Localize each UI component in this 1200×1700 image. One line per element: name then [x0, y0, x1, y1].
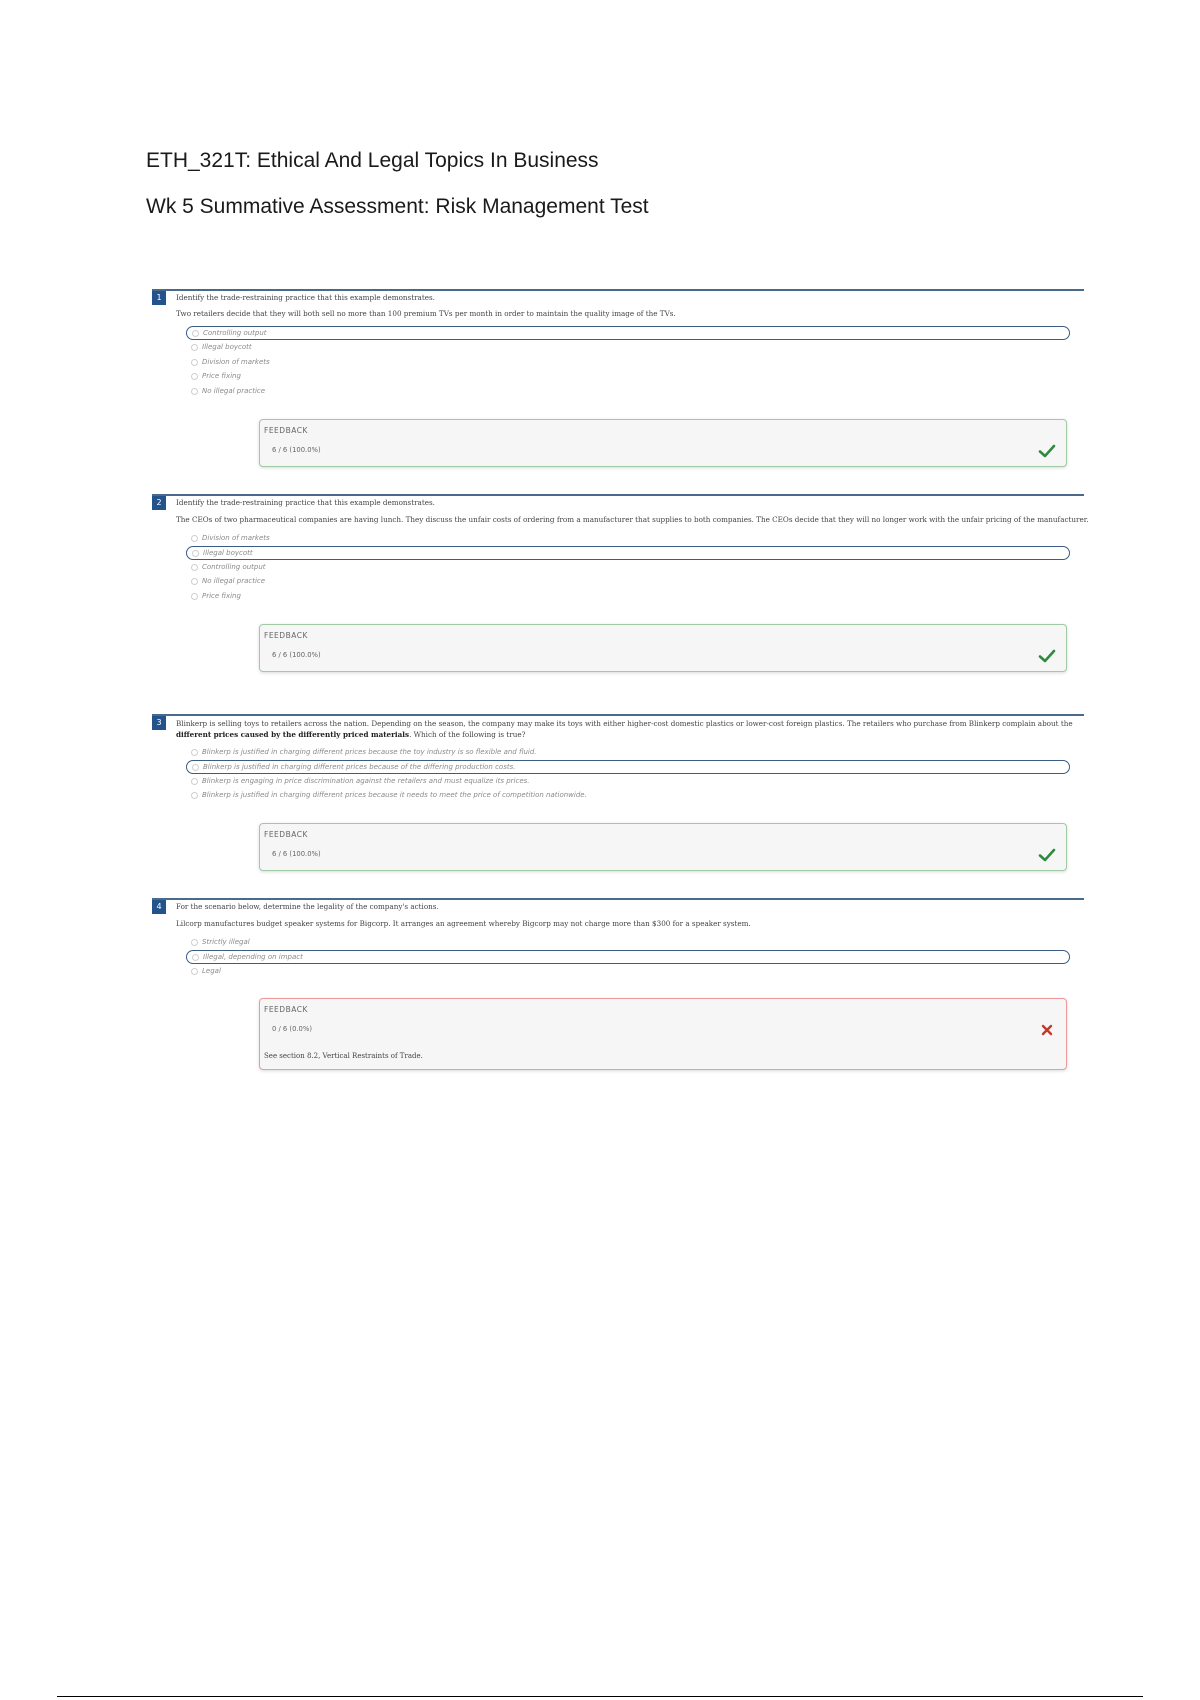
answer-option-label: Illegal, depending on impact [203, 952, 303, 961]
answer-option[interactable] [186, 964, 1070, 979]
radio-button-icon[interactable] [191, 593, 198, 600]
answer-option-label: Division of markets [202, 357, 270, 366]
feedback-panel [259, 823, 1067, 871]
answer-option[interactable] [186, 774, 1070, 789]
scenario-emphasis: different prices caused by the differently priced materials [176, 730, 410, 739]
radio-button-icon[interactable] [191, 535, 198, 542]
answer-option-label: Blinkerp is justified in charging different prices because of the differing production costs. [203, 762, 516, 771]
question-prompt: Identify the trade-restraining practice that this example demonstrates. [176, 293, 435, 302]
feedback-panel [259, 998, 1067, 1070]
question-scenario: Two retailers decide that they will both sell no more than 100 premium TVs per month in order to maintain the quality image of the TVs. [176, 309, 676, 318]
question-scenario: Lilcorp manufactures budget speaker systems for Bigcorp. It arranges an agreement whereby Bigcorp may not charge more than $300 for a speaker system. [176, 919, 751, 928]
feedback-label: FEEDBACK [264, 1005, 308, 1014]
radio-button-icon[interactable] [192, 764, 199, 771]
question-divider [152, 289, 1084, 291]
feedback-panel [259, 624, 1067, 672]
course-title: ETH_321T: Ethical And Legal Topics In Business [146, 149, 599, 172]
answer-option[interactable] [186, 560, 1070, 575]
answer-option[interactable] [186, 935, 1070, 950]
radio-button-icon[interactable] [191, 564, 198, 571]
feedback-score: 6 / 6 (100.0%) [272, 446, 321, 454]
question-prompt: Identify the trade-restraining practice that this example demonstrates. [176, 498, 435, 507]
answer-options [186, 935, 1070, 978]
answer-option[interactable] [186, 950, 1070, 964]
checkmark-icon [1038, 442, 1056, 460]
question-2 [152, 494, 1089, 674]
answer-option-label: Blinkerp is engaging in price discrimination against the retailers and must equalize its prices. [202, 776, 530, 785]
radio-button-icon[interactable] [191, 939, 198, 946]
answer-option-label: Strictly illegal [202, 938, 250, 946]
radio-button-icon[interactable] [191, 778, 198, 785]
answer-option[interactable] [186, 340, 1070, 355]
radio-button-icon[interactable] [191, 373, 198, 380]
radio-button-icon[interactable] [191, 359, 198, 366]
answer-option[interactable] [186, 574, 1070, 589]
answer-option-label: Blinkerp is justified in charging different prices because the toy industry is so flexible and fluid. [202, 748, 537, 756]
answer-option[interactable] [186, 326, 1070, 340]
document-header [146, 144, 649, 224]
answer-option[interactable] [186, 531, 1070, 546]
radio-button-icon[interactable] [191, 968, 198, 975]
question-scenario: The CEOs of two pharmaceutical companies are having lunch. They discuss the unfair costs of ordering from a manufacturer that supplies to both companies. The CEOs decide that they will no longer work with the unfair pricing of the manufacturer. [176, 515, 1089, 524]
answer-option-label: Blinkerp is justified in charging different prices because it needs to meet the price of competition nationwide. [202, 791, 587, 799]
feedback-score: 6 / 6 (100.0%) [272, 850, 321, 858]
feedback-score: 6 / 6 (100.0%) [272, 651, 321, 659]
answer-option-label: Price fixing [202, 372, 241, 380]
answer-option-label: No illegal practice [202, 386, 266, 395]
feedback-note: See section 8.2, Vertical Restraints of Trade. [264, 1052, 423, 1060]
question-3 [152, 714, 1084, 874]
answer-option-label: Price fixing [202, 591, 241, 600]
answer-option-label: Illegal boycott [203, 548, 253, 557]
answer-option-label: Legal [202, 966, 221, 975]
checkmark-icon [1038, 846, 1056, 864]
answer-option[interactable] [186, 745, 1070, 760]
answer-options [186, 531, 1070, 603]
scenario-text: . Which of the following is true? [409, 730, 526, 739]
feedback-label: FEEDBACK [264, 830, 308, 839]
question-scenario [176, 718, 1076, 740]
answer-option[interactable] [186, 788, 1070, 803]
feedback-score: 0 / 6 (0.0%) [272, 1025, 312, 1033]
question-4 [152, 898, 1084, 1078]
radio-button-icon[interactable] [191, 344, 198, 351]
feedback-label: FEEDBACK [264, 631, 308, 640]
feedback-label: FEEDBACK [264, 426, 308, 435]
question-divider [152, 714, 1084, 716]
scenario-text: Blinkerp is selling toys to retailers across the nation. Depending on the season, the company may make its toys with either higher-cost domestic plastics or lower-cost foreign plastics. The retailers who purchase from Blinkerp complain about the [176, 719, 1073, 728]
answer-options [186, 745, 1070, 803]
radio-button-icon[interactable] [192, 954, 199, 961]
radio-button-icon[interactable] [192, 550, 199, 557]
answer-option[interactable] [186, 369, 1070, 384]
radio-button-icon[interactable] [191, 388, 198, 395]
radio-button-icon[interactable] [191, 792, 198, 799]
question-prompt: For the scenario below, determine the legality of the company's actions. [176, 902, 439, 911]
x-mark-icon [1038, 1021, 1056, 1039]
answer-option-label: Division of markets [202, 534, 270, 542]
checkmark-icon [1038, 647, 1056, 665]
radio-button-icon[interactable] [192, 330, 199, 337]
answer-options [186, 326, 1070, 398]
answer-option-label: No illegal practice [202, 577, 266, 585]
feedback-panel [259, 419, 1067, 467]
question-number-badge: 4 [152, 900, 166, 914]
question-number-badge: 3 [152, 716, 166, 730]
answer-option[interactable] [186, 589, 1070, 604]
radio-button-icon[interactable] [191, 578, 198, 585]
answer-option-label: Controlling output [202, 562, 266, 571]
answer-option[interactable] [186, 760, 1070, 774]
question-number-badge: 2 [152, 496, 166, 510]
answer-option-label: Illegal boycott [202, 343, 252, 351]
question-1 [152, 289, 1084, 469]
answer-option[interactable] [186, 546, 1070, 560]
radio-button-icon[interactable] [191, 749, 198, 756]
answer-option[interactable] [186, 355, 1070, 370]
question-divider [152, 494, 1084, 496]
page-footer-rule [57, 1696, 1143, 1697]
question-number-badge: 1 [152, 291, 166, 305]
answer-option-label: Controlling output [203, 329, 267, 337]
assessment-title: Wk 5 Summative Assessment: Risk Management Test [146, 195, 649, 218]
question-divider [152, 898, 1084, 900]
answer-option[interactable] [186, 384, 1070, 399]
